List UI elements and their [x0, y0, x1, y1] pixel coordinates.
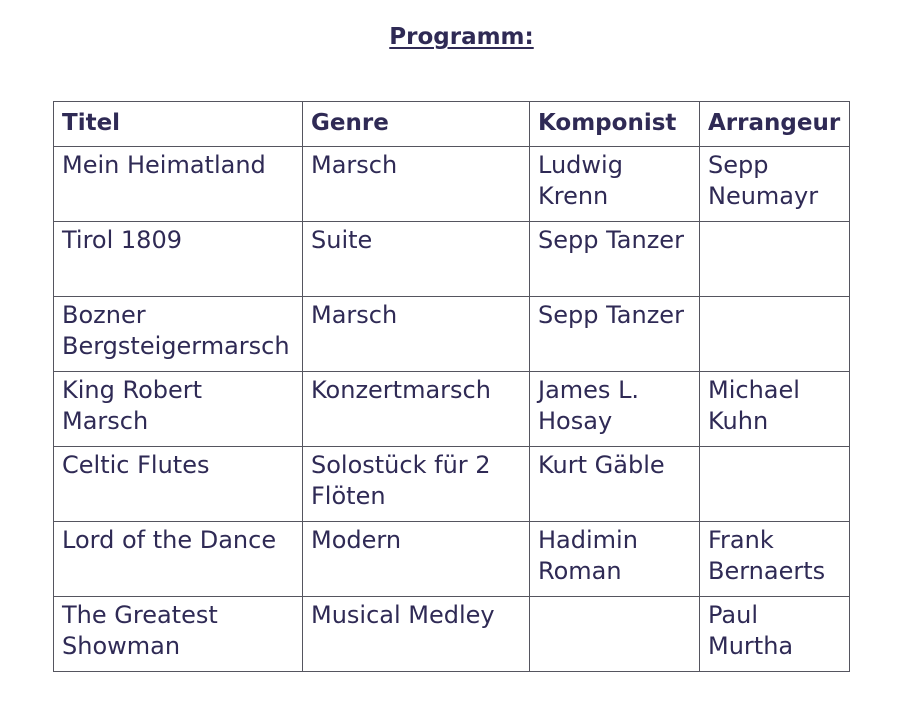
- cell-titel: Tirol 1809: [54, 222, 303, 297]
- cell-komponist: Kurt Gäble: [530, 447, 700, 522]
- cell-genre: Solostück für 2 Flöten: [303, 447, 530, 522]
- cell-arrangeur: [700, 222, 850, 297]
- program-table: [53, 101, 850, 672]
- column-header-arrangeur: Arrangeur: [700, 102, 850, 147]
- cell-komponist: Sepp Tanzer: [530, 222, 700, 297]
- table-row: [54, 522, 850, 597]
- cell-genre: Modern: [303, 522, 530, 597]
- cell-komponist: Sepp Tanzer: [530, 297, 700, 372]
- cell-titel: Celtic Flutes: [54, 447, 303, 522]
- table-row: [54, 297, 850, 372]
- table-row: [54, 447, 850, 522]
- cell-komponist: Hadimin Roman: [530, 522, 700, 597]
- column-header-komponist: Komponist: [530, 102, 700, 147]
- table-header-row: [54, 102, 850, 147]
- cell-arrangeur: [700, 447, 850, 522]
- column-header-titel: Titel: [54, 102, 303, 147]
- cell-titel: Bozner Bergsteigermarsch: [54, 297, 303, 372]
- cell-arrangeur: Paul Murtha: [700, 597, 850, 672]
- table-row: [54, 222, 850, 297]
- cell-komponist: James L. Hosay: [530, 372, 700, 447]
- table-row: [54, 372, 850, 447]
- table-row: [54, 597, 850, 672]
- cell-genre: Konzertmarsch: [303, 372, 530, 447]
- cell-komponist: [530, 597, 700, 672]
- page-title: Programm:: [389, 24, 534, 50]
- cell-arrangeur: Michael Kuhn: [700, 372, 850, 447]
- cell-arrangeur: Frank Bernaerts: [700, 522, 850, 597]
- cell-titel: The Greatest Showman: [54, 597, 303, 672]
- cell-titel: King Robert Marsch: [54, 372, 303, 447]
- cell-arrangeur: Sepp Neumayr: [700, 147, 850, 222]
- cell-titel: Mein Heimatland: [54, 147, 303, 222]
- cell-komponist: Ludwig Krenn: [530, 147, 700, 222]
- cell-arrangeur: [700, 297, 850, 372]
- cell-titel: Lord of the Dance: [54, 522, 303, 597]
- table-row: [54, 147, 850, 222]
- cell-genre: Marsch: [303, 147, 530, 222]
- column-header-genre: Genre: [303, 102, 530, 147]
- cell-genre: Suite: [303, 222, 530, 297]
- cell-genre: Musical Medley: [303, 597, 530, 672]
- cell-genre: Marsch: [303, 297, 530, 372]
